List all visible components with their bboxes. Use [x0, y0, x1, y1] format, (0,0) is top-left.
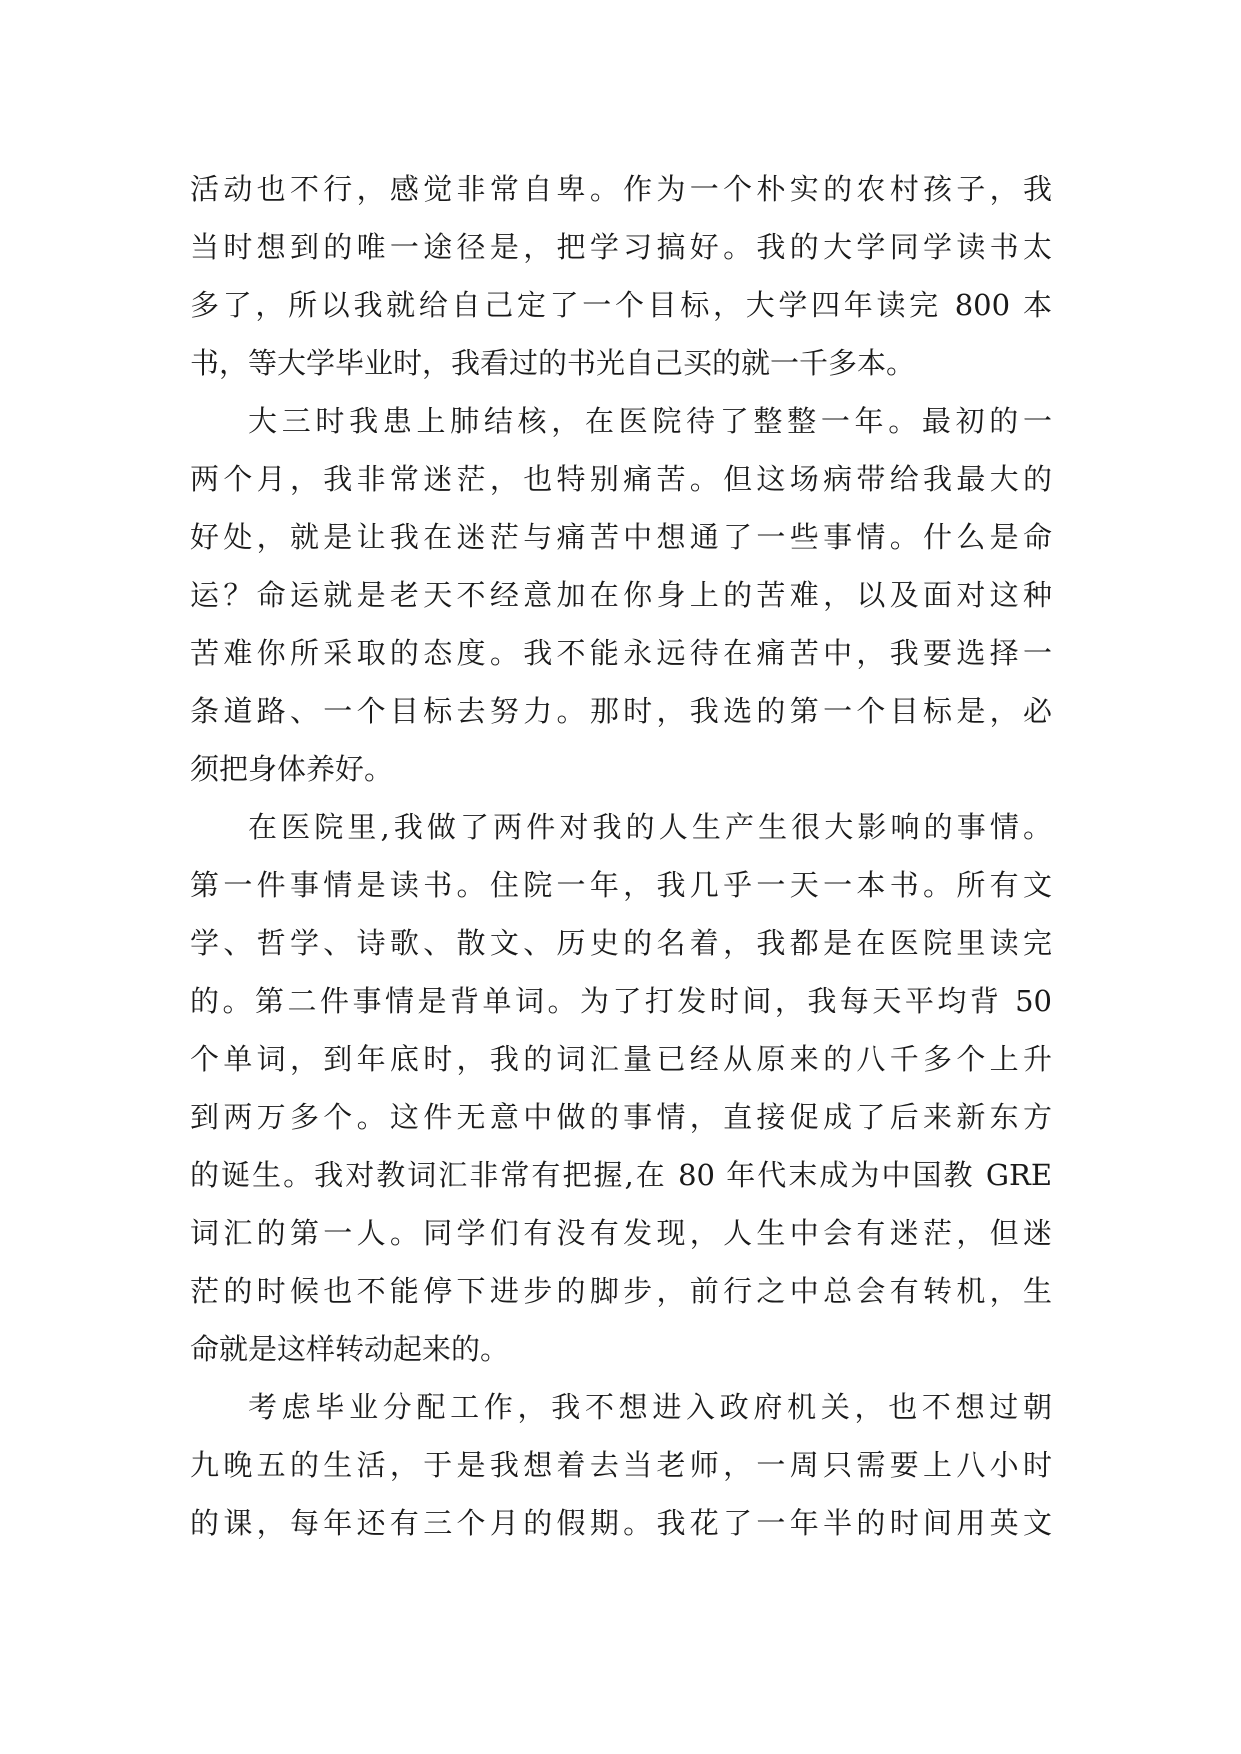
text-line: 多了，所以我就给自己定了一个目标，大学四年读完 800 本: [190, 288, 1052, 322]
text-line: 两个月，我非常迷茫，也特别痛苦。但这场病带给我最大的: [190, 462, 1052, 496]
text-line: 考虑毕业分配工作，我不想进入政府机关，也不想过朝: [248, 1390, 1052, 1424]
text-line: 学、哲学、诗歌、散文、历史的名着，我都是在医院里读完: [190, 926, 1052, 960]
text-line: 须把身体养好。: [190, 752, 394, 786]
text-line: 词汇的第一人。同学们有没有发现，人生中会有迷茫，但迷: [190, 1216, 1052, 1250]
text-line: 好处，就是让我在迷茫与痛苦中想通了一些事情。什么是命: [190, 520, 1052, 554]
body-text: [190, 160, 1052, 1552]
text-line: 茫的时候也不能停下进步的脚步，前行之中总会有转机，生: [190, 1274, 1052, 1308]
text-line: 到两万多个。这件无意中做的事情，直接促成了后来新东方: [190, 1100, 1052, 1134]
text-line: 活动也不行，感觉非常自卑。作为一个朴实的农村孩子，我: [190, 172, 1052, 206]
text-line: 大三时我患上肺结核，在医院待了整整一年。最初的一: [248, 404, 1052, 438]
text-line: 条道路、一个目标去努力。那时，我选的第一个目标是，必: [190, 694, 1052, 728]
text-line: 个单词，到年底时，我的词汇量已经从原来的八千多个上升: [190, 1042, 1052, 1076]
text-line: 书，等大学毕业时，我看过的书光自己买的就一千多本。: [190, 346, 916, 380]
text-line: 在医院里,我做了两件对我的人生产生很大影响的事情。: [248, 810, 1052, 844]
text-line: 九晚五的生活，于是我想着去当老师，一周只需要上八小时: [190, 1448, 1052, 1482]
text-line: 的诞生。我对教词汇非常有把握,在 80 年代末成为中国教 GRE: [190, 1158, 1052, 1192]
text-line: 苦难你所采取的态度。我不能永远待在痛苦中，我要选择一: [190, 636, 1052, 670]
text-line: 运？命运就是老天不经意加在你身上的苦难，以及面对这种: [190, 578, 1052, 612]
text-line: 第一件事情是读书。住院一年，我几乎一天一本书。所有文: [190, 868, 1052, 902]
text-line: 的课，每年还有三个月的假期。我花了一年半的时间用英文: [190, 1506, 1052, 1540]
text-line: 的。第二件事情是背单词。为了打发时间，我每天平均背 50: [190, 984, 1052, 1018]
text-line: 命就是这样转动起来的。: [190, 1332, 510, 1366]
text-line: 当时想到的唯一途径是，把学习搞好。我的大学同学读书太: [190, 230, 1052, 264]
